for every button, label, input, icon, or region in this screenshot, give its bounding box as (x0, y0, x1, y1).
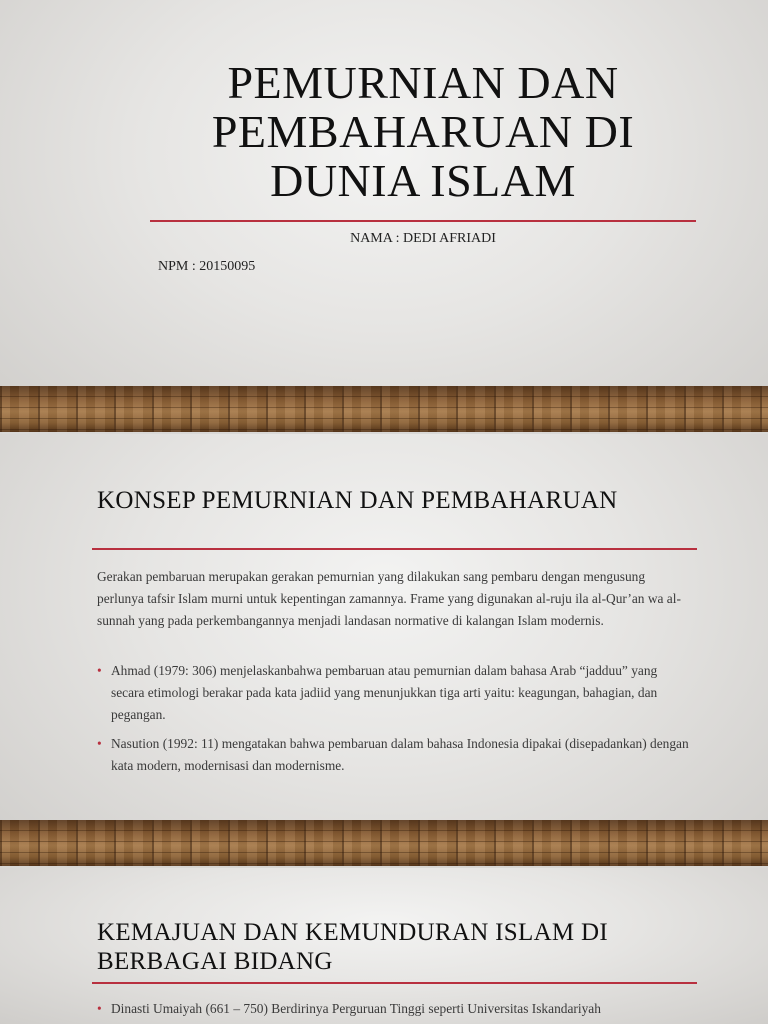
heading-divider (92, 982, 697, 984)
list-item (97, 733, 689, 777)
bullet-icon: • (97, 1001, 102, 1016)
wood-floor (0, 386, 768, 432)
slide-heading: KONSEP PEMURNIAN DAN PEMBAHARUAN (97, 487, 618, 514)
intro-paragraph: Gerakan pembaruan merupakan gerakan pemurnian yang dilakukan sang pembaru dengan mengusung perlunya tafsir Islam murni untuk kepentingan zamannya. Frame yang digunakan al-ruju ila al-Qur’an wa al-sunnah yang pada perkembangannya menjadi landasan normative di kalangan Islam modernis. (97, 569, 681, 628)
list-item (97, 998, 689, 1020)
title-divider (150, 220, 696, 222)
bullet-icon: • (97, 663, 102, 678)
slide-title (0, 0, 768, 432)
author-name: NAMA : DEDI AFRIADI (350, 231, 496, 246)
author-npm: NPM : 20150095 (158, 259, 256, 274)
heading-divider (92, 548, 697, 550)
bullet-icon: • (97, 736, 102, 751)
slide-heading: KEMAJUAN DAN KEMUNDURAN ISLAM DI BERBAGAI BIDANG (97, 919, 608, 975)
slide-konsep (0, 434, 768, 866)
list-item (97, 660, 689, 726)
list-item-text: Dinasti Umaiyah (661 – 750) Berdirinya Perguruan Tinggi seperti Universitas Iskandariyah (111, 1001, 601, 1016)
list-item-text: Nasution (1992: 11) mengatakan bahwa pembaruan dalam bahasa Indonesia dipakai (disepadankan) dengan kata modern, modernisasi dan modernisme. (111, 736, 689, 773)
bullet-list (97, 998, 689, 1024)
slide-kemajuan (0, 868, 768, 1024)
slide-title-heading: PEMURNIAN DAN PEMBAHARUAN DI DUNIA ISLAM (211, 57, 635, 206)
wood-floor (0, 820, 768, 866)
bullet-list (97, 660, 689, 784)
list-item-text: Ahmad (1979: 306) menjelaskanbahwa pembaruan atau pemurnian dalam bahasa Arab “jadduu” yang secara etimologi berakar pada kata jadiid yang menunjukkan tiga arti yaitu: keagungan, bahagian, dan pegangan. (111, 663, 658, 722)
